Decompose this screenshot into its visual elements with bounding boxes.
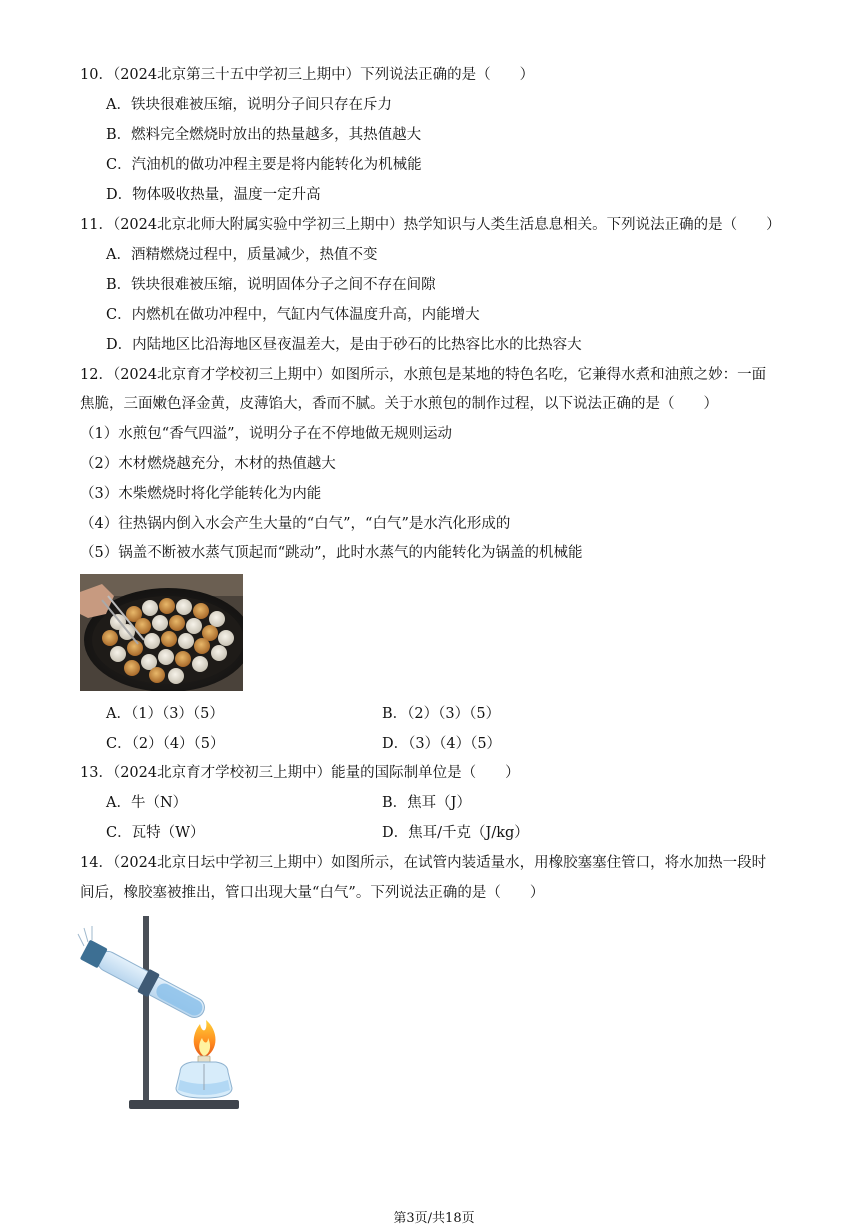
q12-statement-1: （1）水煎包“香气四溢”，说明分子在不停地做无规则运动 xyxy=(80,426,453,442)
q10-option-d: D．物体吸收热量，温度一定升高 xyxy=(106,187,321,203)
q12-statement-2: （2）木材燃烧越充分，木材的热值越大 xyxy=(80,456,336,472)
q11-option-b: B．铁块很难被压缩，说明固体分子之间不存在间隙 xyxy=(106,277,436,293)
q13-option-a: A．牛（N） xyxy=(106,795,188,811)
q10-option-b: B．燃料完全燃烧时放出的热量越多，其热值越大 xyxy=(106,127,422,143)
test-tube-heating-apparatus xyxy=(76,912,256,1117)
q11-option-a: A．酒精燃烧过程中，质量减少，热值不变 xyxy=(106,247,378,263)
q12-stem-line1: 12．（2024北京育才学校初三上期中）如图所示，水煎包是某地的特色名吃，它兼得水煮和油煎之妙：一面 xyxy=(80,367,767,383)
q12-statement-3: （3）木柴燃烧时将化学能转化为内能 xyxy=(80,486,322,502)
q12-statement-4: （4）往热锅内倒入水会产生大量的“白气”，“白气”是水汽化形成的 xyxy=(80,516,511,532)
q10-option-a: A．铁块很难被压缩，说明分子间只存在斥力 xyxy=(106,97,392,113)
q12-statement-5: （5）锅盖不断被水蒸气顶起而“跳动”，此时水蒸气的内能转化为锅盖的机械能 xyxy=(80,545,583,561)
q11-stem: 11．（2024北京北师大附属实验中学初三上期中）热学知识与人类生活息息相关。下列说法正确的是（ ） xyxy=(80,217,781,233)
q14-stem-line1: 14．（2024北京日坛中学初三上期中）如图所示，在试管内装适量水，用橡胶塞塞住管口，将水加热一段时 xyxy=(80,855,767,871)
q12-option-c: C．（2）（4）（5） xyxy=(106,736,225,752)
q12-option-b: B．（2）（3）（5） xyxy=(382,706,501,722)
q12-option-d: D．（3）（4）（5） xyxy=(382,736,502,752)
q11-option-d: D．内陆地区比沿海地区昼夜温差大，是由于砂石的比热容比水的比热容大 xyxy=(106,337,582,353)
q10-option-c: C．汽油机的做功冲程主要是将内能转化为机械能 xyxy=(106,157,422,173)
page-footer: 第3页/共18页 xyxy=(393,1211,475,1226)
q13-option-c: C．瓦特（W） xyxy=(106,825,205,841)
pan-fried-buns-photo xyxy=(80,574,243,691)
q12-stem-line2: 焦脆，三面嫩色泽金黄，皮薄馅大，香而不腻。关于水煎包的制作过程，以下说法正确的是（ ） xyxy=(80,396,718,412)
q10-stem: 10．（2024北京第三十五中学初三上期中）下列说法正确的是（ ） xyxy=(80,67,535,83)
q13-option-d: D．焦耳/千克（J/kg） xyxy=(382,825,529,841)
q12-option-a: A．（1）（3）（5） xyxy=(106,706,224,722)
q11-option-c: C．内燃机在做功冲程中，气缸内气体温度升高，内能增大 xyxy=(106,307,480,323)
q14-stem-line2: 间后，橡胶塞被推出，管口出现大量“白气”。下列说法正确的是（ ） xyxy=(80,885,545,901)
q13-stem: 13．（2024北京育才学校初三上期中）能量的国际制单位是（ ） xyxy=(80,765,520,781)
q13-option-b: B．焦耳（J） xyxy=(382,795,471,811)
